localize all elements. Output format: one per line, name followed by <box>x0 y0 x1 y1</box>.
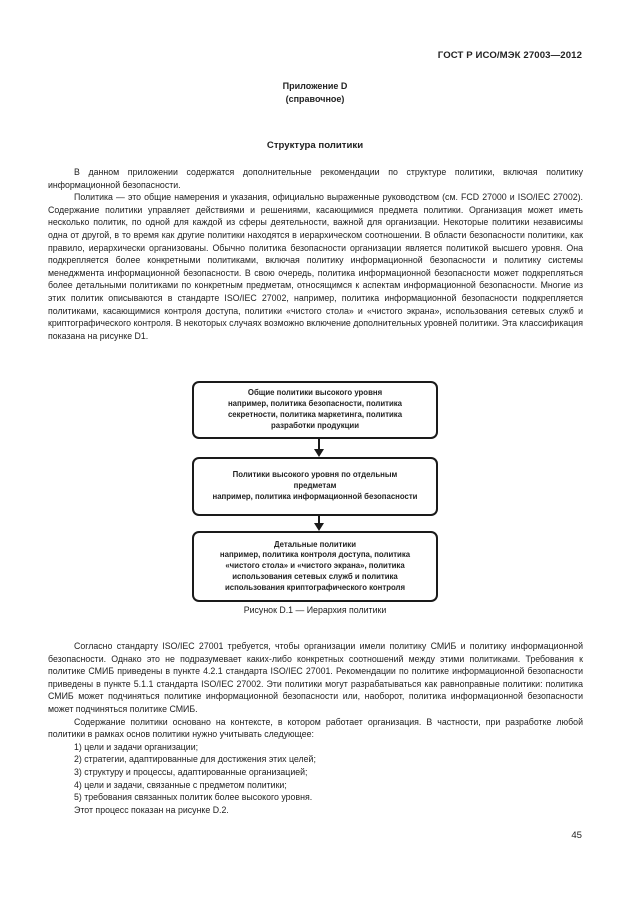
body-text <box>48 640 583 816</box>
box-title: Политики высокого уровня по отдельным предметам <box>232 470 398 491</box>
document-header: ГОСТ Р ИСО/МЭК 27003—2012 <box>437 50 582 61</box>
list-item: 1) цели и задачи организации; <box>74 741 199 752</box>
considerations-list <box>48 741 583 804</box>
box-title: Детальные политики <box>274 539 356 549</box>
annex-subtitle: (справочное) <box>285 94 345 104</box>
closing-line: Этот процесс показан на рисунке D.2. <box>74 804 229 815</box>
box-title: Общие политики высокого уровня <box>247 388 383 398</box>
box-detail: например, политика безопасности, политика секретности, политика маркетинга, политика разработки продукции <box>227 399 403 430</box>
list-item: 2) стратегии, адаптированные для достижения этих целей; <box>74 754 316 765</box>
paragraph: Согласно стандарту ISO/IEC 27001 требуется, чтобы организации имели политику СМИБ и политику информационной безопасности. Однако это не подразумевает каких-либо конкретных соотношений между этими политиками. Требования к политике СМИБ приведены в пункте 4.2.1 стандарта ISO/IEC 27001. Рекомендации по политике информационной безопасности приведены в пункте 5.1.1 стандарта ISO/IEC 27002. Эти политики могут разрабатываться как равноправные политики: политика СМИБ может подчиняться политике информационной безопасности или, наоборот, политика информационной безопасности может подчиняться политике СМИБ. <box>48 641 583 714</box>
box-detail: например, политика контроля доступа, политика «чистого стола» и «чистого экрана», политика использования сетевых служб и политика использования криптографического контроля <box>219 550 411 592</box>
page-number: 45 <box>571 830 582 841</box>
box-detail: например, политика информационной безопасности <box>212 491 418 501</box>
list-item: 3) структуру и процессы, адаптированные организацией; <box>74 766 308 777</box>
diagram-box-general-policies <box>192 381 438 439</box>
arrow-down-icon <box>314 516 324 531</box>
section-title: Структура политики <box>266 140 364 151</box>
list-item: 5) требования связанных политик более высокого уровня. <box>74 792 313 803</box>
list-item: 4) цели и задачи, связанные с предметом политики; <box>74 779 287 790</box>
annex-title: Приложение D <box>282 81 348 91</box>
diagram-box-detailed-policies <box>192 531 438 602</box>
intro-text <box>48 166 583 342</box>
paragraph: Содержание политики основано на контексте, в котором работает организация. В частности, при разработке любой политики в рамках основ политики нужно учитывать следующее: <box>48 716 583 740</box>
paragraph: Политика — это общие намерения и указания, официально выраженные руководством (см. FCD 27000 и ISO/IEC 27002). Содержание политики управляет действиями и решениями, касающимися предмета политики. Организация может иметь несколько политик, по одной для каждой из сферы деятельности, важной для организации. Некоторые политики независимы одна от другой, в то время как другие политики находятся в иерархическом соотношении. В области безопасности политики, как правило, иерархически организованы. Обычно политика безопасности организации является политикой высшего уровня. Она подкрепляется более конкретными политиками, включая политику информационной безопасности и политику системы менеджмента информационной безопасности. В свою очередь, политика информационной безопасности может подкрепляться более детальными политиками по конкретным предметам, относящимся к аспектам информационной безопасности. Многие из этих политик описываются в стандарте ISO/IEC 27002, например, политика информационной безопасности подкрепляется политиками, касающимися контроля доступа, политики «чистого стола» и «чистого экрана», использования сетевых служб и криптографического контроля. В некоторых случаях возможно включение дополнительных уровней политики. Эта классификация показана на рисунке D1. <box>48 192 583 341</box>
diagram-box-topic-policies <box>192 457 438 516</box>
figure-caption: Рисунок D.1 — Иерархия политики <box>243 605 387 615</box>
arrow-down-icon <box>314 439 324 457</box>
paragraph: В данном приложении содержатся дополнительные рекомендации по структуре политики, включая политику информационной безопасности. <box>48 167 583 190</box>
annex-heading <box>0 80 630 106</box>
